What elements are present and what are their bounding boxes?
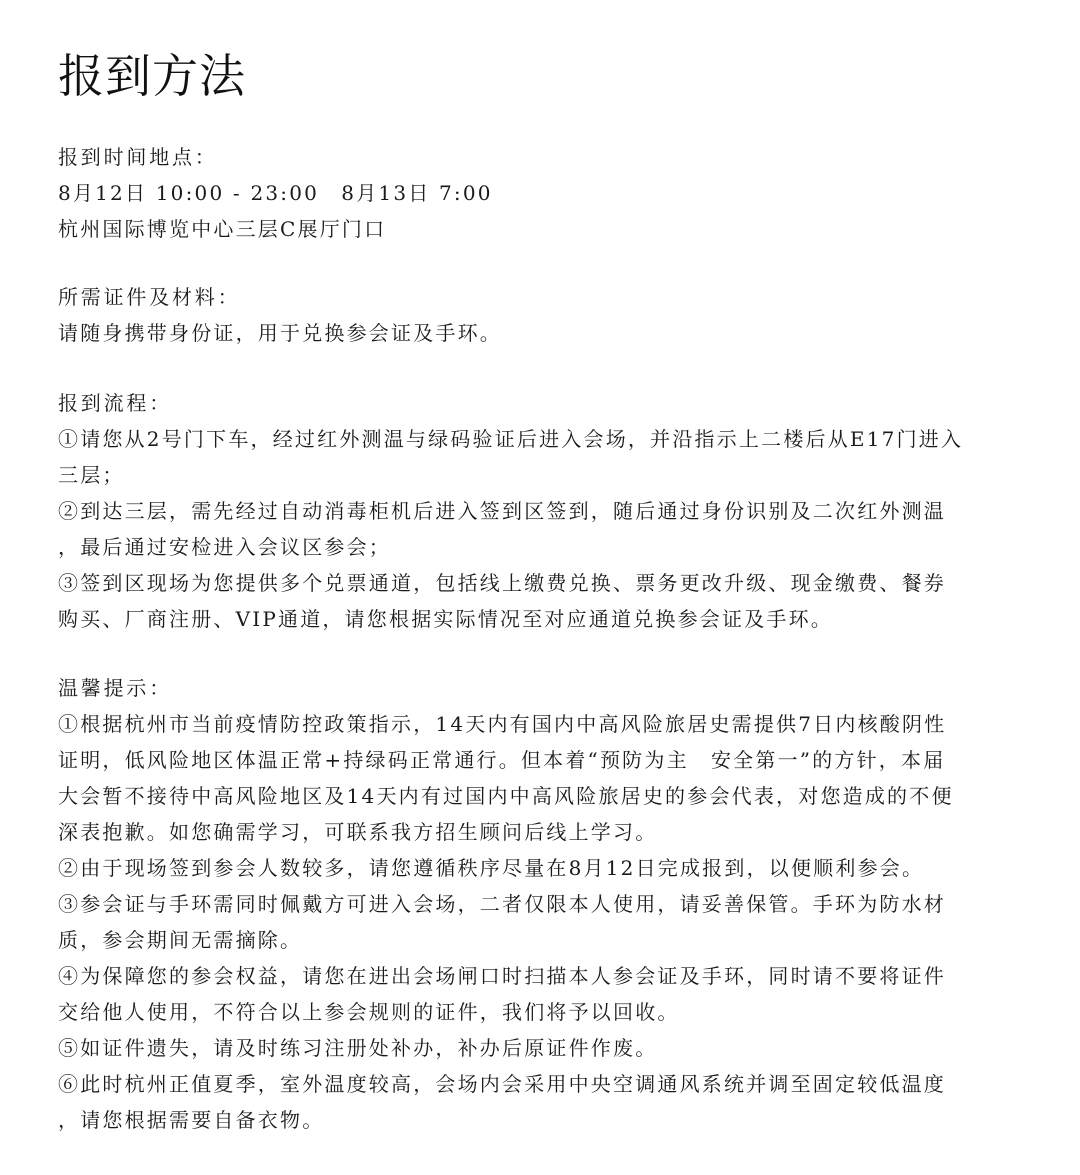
registration-time: 8月12日 10:00 - 23:00 8月13日 7:00 — [58, 181, 493, 205]
section-heading: 温馨提示： — [58, 676, 172, 700]
process-step — [58, 565, 1026, 637]
section-heading: 报到时间地点： — [58, 145, 218, 169]
section-heading: 所需证件及材料： — [58, 285, 241, 309]
tip-item — [58, 1030, 1026, 1066]
paragraph-line: ，请您根据需要自备衣物。 — [58, 1108, 325, 1132]
tip-item — [58, 886, 1026, 958]
paragraph-line: 交给他人使用，不符合以上参会规则的证件，我们将予以回收。 — [58, 1000, 680, 1024]
documents-text: 请随身携带身份证，用于兑换参会证及手环。 — [58, 321, 502, 345]
process-step — [58, 493, 1026, 565]
process-section — [58, 385, 1026, 637]
section-heading: 报到流程： — [58, 391, 172, 415]
registration-place: 杭州国际博览中心三层C展厅门口 — [58, 217, 387, 241]
tip-item — [58, 850, 1026, 886]
paragraph-line: ②由于现场签到参会人数较多，请您遵循秩序尽量在8月12日完成报到，以便顺利参会。 — [58, 856, 925, 880]
tip-item — [58, 706, 1026, 850]
paragraph-line: 深表抱歉。如您确需学习，可联系我方招生顾问后线上学习。 — [58, 820, 658, 844]
paragraph-line: ④为保障您的参会权益，请您在进出会场闸口时扫描本人参会证及手环，同时请不要将证件 — [58, 964, 946, 988]
paragraph-line: ①根据杭州市当前疫情防控政策指示，14天内有国内中高风险旅居史需提供7日内核酸阴性 — [58, 712, 947, 736]
tip-item — [58, 1066, 1026, 1138]
paragraph-line: ⑥此时杭州正值夏季，室外温度较高，会场内会采用中央空调通风系统并调至固定较低温度 — [58, 1072, 946, 1096]
tip-item — [58, 958, 1026, 1030]
paragraph-line: 质，参会期间无需摘除。 — [58, 928, 303, 952]
paragraph-line: ②到达三层，需先经过自动消毒柜机后进入签到区签到，随后通过身份识别及二次红外测温 — [58, 499, 946, 523]
paragraph-line: ③参会证与手环需同时佩戴方可进入会场，二者仅限本人使用，请妥善保管。手环为防水材 — [58, 892, 946, 916]
paragraph-line: ，最后通过安检进入会议区参会； — [58, 535, 391, 559]
paragraph-line: 证明，低风险地区体温正常+持绿码正常通行。但本着“预防为主 安全第一”的方针，本届 — [58, 748, 946, 772]
paragraph-line: ⑤如证件遗失，请及时练习注册处补办，补办后原证件作废。 — [58, 1036, 658, 1060]
paragraph-line: ③签到区现场为您提供多个兑票通道，包括线上缴费兑换、票务更改升级、现金缴费、餐券 — [58, 571, 946, 595]
tips-section — [58, 670, 1026, 1138]
process-step — [58, 421, 1026, 493]
paragraph-line: 大会暂不接待中高风险地区及14天内有过国内中高风险旅居史的参会代表，对您造成的不便 — [58, 784, 954, 808]
paragraph-line: 购买、厂商注册、VIP通道，请您根据实际情况至对应通道兑换参会证及手环。 — [58, 607, 834, 631]
paragraph-line: 三层； — [58, 463, 125, 487]
registration-time-place-section — [58, 139, 1026, 247]
paragraph-line: ①请您从2号门下车，经过红外测温与绿码验证后进入会场，并沿指示上二楼后从E17门进入 — [58, 427, 964, 451]
page-title: 报到方法 — [58, 49, 246, 103]
documents-section — [58, 279, 1026, 351]
